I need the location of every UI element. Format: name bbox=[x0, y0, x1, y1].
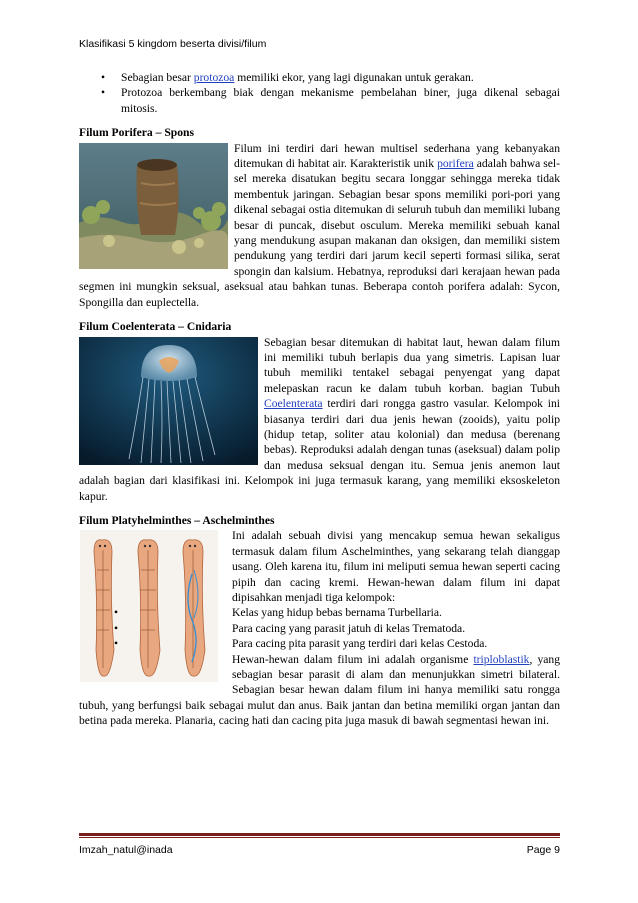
page-number: Page 9 bbox=[526, 844, 560, 856]
coelenterata-link[interactable]: Coelenterata bbox=[264, 397, 323, 411]
platyhelminthes-classes bbox=[79, 605, 560, 651]
intro-bullets bbox=[79, 70, 560, 116]
page-header: Klasifikasi 5 kingdom beserta divisi/filum bbox=[79, 38, 267, 50]
list-item: • Kelas yang hidup bebas bernama Turbellaria. bbox=[131, 605, 560, 620]
coelenterata-paragraph: Sebagian besar ditemukan di habitat laut, hewan dalam filum ini memiliki tubuh berlapis dua yang simetris. Lapisan luar tubuh memiliki tentakel sebagai penyengat yang dapat melepaskan racun ke dalam tubuh korban. bagian Tubuh Coelenterata terdiri dari rongga gastro vasular. Kelompok ini biasanya terdiri dari dua jenis hewan (zooids), yaitu polip (hidup tetap, soliter atau kolonial) dan medusa (berenang bebas). Reproduksi adalah dengan tunas (aseksual) dalam polip dan medusa seksual dengan itu. Semua jenis anemon laut adalah bagian dari klasifikasi ini. Kelompok ini juga termasuk karang, yang memiliki eksoskeleton kapur. bbox=[79, 335, 560, 503]
triploblastik-link[interactable]: triploblastik bbox=[473, 652, 530, 666]
sponge-photo bbox=[79, 143, 228, 269]
jellyfish-photo bbox=[79, 337, 258, 465]
footer-author: Imzah_natul@inada bbox=[79, 844, 173, 856]
platyhelminthes-heading: Filum Platyhelminthes – Aschelminthes bbox=[79, 513, 275, 527]
list-item: • Para cacing pita parasit yang terdiri dari kelas Cestoda. bbox=[131, 636, 560, 651]
footer-rule bbox=[79, 833, 560, 836]
porifera-paragraph: Filum ini terdiri dari hewan multisel sederhana yang kebanyakan ditemukan di habitat air. Karakteristik unik porifera adalah bahwa sel-sel mereka disatukan begitu secara longgar sehingga mereka tidak membentuk jaringan. Sebagian besar spons memiliki pori-pori yang dikenal sebagai ostia ditemukan di seluruh tubuh dan memiliki lubang besar di puncak, disebut osculum. Mereka memiliki sebuah kanal yang mendukung asupan makanan dan oksigen, dan memiliki sistem pendukung yang terdiri dari jarum kecil seperti formasi silika, serat spongin dan kalsium. Hebatnya, reproduksi dari kerajaan hewan pada segmen ini mungkin seksual, aseksual atau bahkan tunas. Beberapa contoh porifera adalah: Sycon, Spongilla dan euplectella. bbox=[79, 141, 560, 309]
porifera-heading: Filum Porifera – Spons bbox=[79, 126, 194, 140]
list-item: • Protozoa berkembang biak dengan mekanisme pembelahan biner, juga dikenal sebagai mitosis. bbox=[121, 85, 560, 116]
protozoa-link[interactable]: protozoa bbox=[193, 71, 235, 84]
platyhelminthes-paragraph: Ini adalah sebuah divisi yang mencakup semua hewan sekaligus termasuk dalam filum Aschelminthes, yang sekarang telah dianggap usang. Oleh karena itu, filum ini meliputi semua hewan seperti cacing pipih dan cacing kremi. Hewan-hewan dalam filum ini dapat dipisahkan menjadi tiga kelompok: • Kelas yang hidup bebas bernama Turbellaria. • Para cacing yang parasit jatuh di kelas Trematoda. • Para cacing pita parasit yang terdiri dari kelas Cestoda. Hewan-hewan dalam filum ini adalah organisme triploblastik, yang sebagian besar parasit di alam dan menunjukkan simetri bilateral. Sebagian besar hewan dalam filum ini hanya memiliki satu rongga tubuh, yang berfungsi baik sebagai mulut dan anus. Baik jantan dan betina memiliki organ jantan dan betina pada mereka. Planaria, cacing hati dan cacing pita juga masuk di bawah segmentasi hewan ini. bbox=[79, 528, 560, 728]
porifera-link[interactable]: porifera bbox=[437, 157, 474, 171]
list-item: • Sebagian besar protozoa memiliki ekor, yang lagi digunakan untuk gerakan. bbox=[121, 70, 560, 85]
footer-rule-thin bbox=[79, 837, 560, 838]
coelenterata-heading: Filum Coelenterata – Cnidaria bbox=[79, 320, 232, 334]
page-content bbox=[79, 70, 560, 729]
list-item: • Para cacing yang parasit jatuh di kelas Trematoda. bbox=[131, 621, 560, 636]
